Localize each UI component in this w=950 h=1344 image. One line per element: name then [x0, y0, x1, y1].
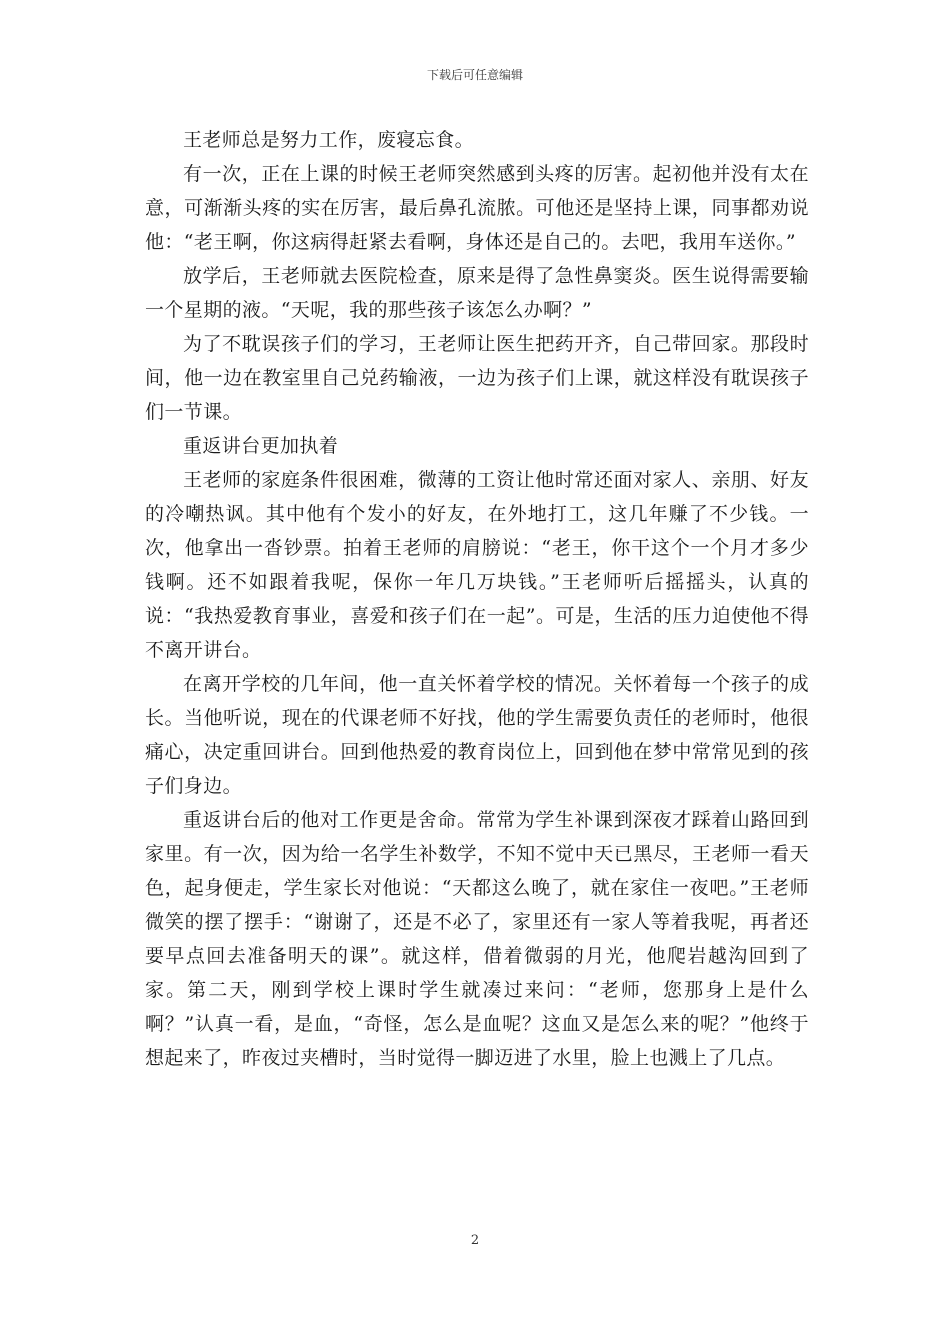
paragraph: 王老师总是努力工作，废寝忘食。	[183, 129, 475, 151]
paragraph: 在离开学校的几年间，他一直关怀着学校的情况。关怀着每一个孩子的成长。当他听说，现在的代课老师不好找，他的学生需要负责任的老师时，他很痛心，决定重回讲台。回到他热爱的教育岗位上，回到他在梦中常常见到的孩子们身边。	[145, 673, 809, 797]
page-number: 2	[470, 1233, 480, 1248]
paragraph: 重返讲台后的他对工作更是舍命。常常为学生补课到深夜才踩着山路回到家里。有一次，因为给一名学生补数学，不知不觉中天已黑尽，王老师一看天色，起身便走，学生家长对他说：“天都这么晚了，就在家住一夜吧。”王老师微笑的摆了摆手：“谢谢了，还是不必了，家里还有一家人等着我呢，再者还要早点回去准备明天的课”。就这样，借着微弱的月光，他爬岩越沟回到了家。第二天，刚到学校上课时学生就凑过来问：“老师，您那身上是什么啊？”认真一看，是血，“奇怪，怎么是血呢？这血又是怎么来的呢？”他终于想起来了，昨夜过夹槽时，当时觉得一脚迈进了水里，脸上也溅上了几点。	[145, 809, 809, 1069]
document-body	[145, 123, 809, 1075]
section-heading: 重返讲台更加执着	[183, 435, 339, 457]
paragraph: 为了不耽误孩子们的学习，王老师让医生把药开齐，自己带回家。那段时间，他一边在教室里自己兑药输液，一边为孩子们上课，就这样没有耽误孩子们一节课。	[145, 333, 809, 423]
paragraph: 王老师的家庭条件很困难，微薄的工资让他时常还面对家人、亲朋、好友的冷嘲热讽。其中他有个发小的好友，在外地打工，这几年赚了不少钱。一次，他拿出一沓钞票。拍着王老师的肩膀说：“老王，你干这个一个月才多少钱啊。还不如跟着我呢，保你一年几万块钱。”王老师听后摇摇头，认真的说：“我热爱教育事业，喜爱和孩子们在一起”。可是，生活的压力迫使他不得不离开讲台。	[145, 469, 809, 661]
paragraph: 有一次，正在上课的时候王老师突然感到头疼的厉害。起初他并没有太在意，可渐渐头疼的实在厉害，最后鼻孔流脓。可他还是坚持上课，同事都劝说他：“老王啊，你这病得赶紧去看啊，身体还是自己的。去吧，我用车送你。”	[145, 163, 809, 253]
page-header: 下载后可任意编辑	[426, 68, 523, 82]
paragraph: 放学后，王老师就去医院检查，原来是得了急性鼻窦炎。医生说得需要输一个星期的液。“天呢，我的那些孩子该怎么办啊？”	[145, 265, 809, 321]
